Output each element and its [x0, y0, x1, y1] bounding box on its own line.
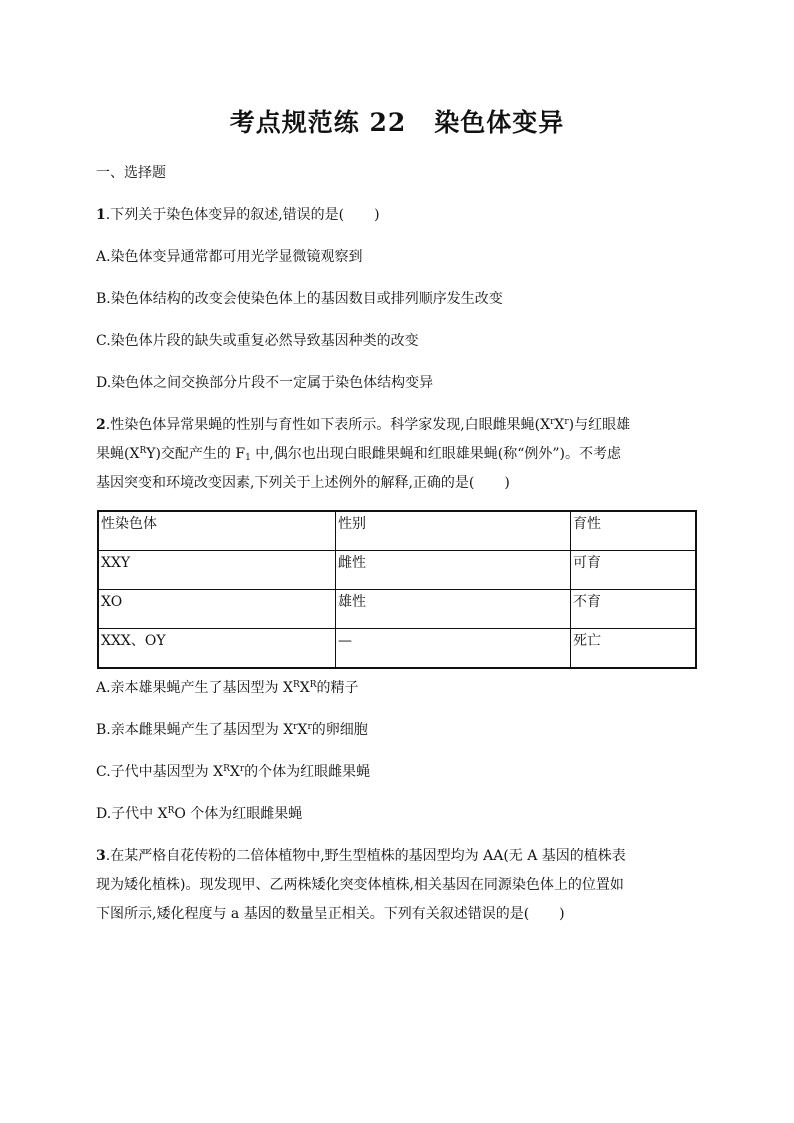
q2-opt-d-tail: O 个体为红眼雌果蝇	[174, 806, 303, 822]
q2-opt-c-sup2: r	[239, 764, 245, 774]
q2-l1-sup1: r	[550, 417, 555, 427]
q2-opt-a-tail: 的精子	[316, 680, 359, 696]
q2-opt-d-text: D.子代中 X	[96, 806, 168, 822]
q2-opt-b-x: X	[297, 722, 308, 738]
q2-opt-c-sup1: R	[223, 764, 230, 774]
q2-opt-b-text: B.亲本雌果蝇产生了基因型为 X	[96, 722, 294, 738]
table-cell: 雄性	[336, 590, 571, 629]
q1-paren-close: )	[374, 207, 380, 223]
q2-opt-d-sup1: R	[167, 806, 175, 816]
q2-l2-text-c: 中,偶尔也出现白眼雌果蝇和红眼雄果蝇(称“例外”)。不考虑	[250, 446, 621, 462]
table-header-cell: 育性	[571, 511, 697, 551]
q3-number: 3	[96, 848, 106, 864]
q3-l1-text: .在某严格自花传粉的二倍体植物中,野生型植株的基因型均为 AA(无 A 基因的植株表	[105, 848, 626, 864]
q1-option-b: B.染色体结构的改变会使染色体上的基因数目或排列顺序发生改变	[96, 291, 503, 307]
q1-stem	[96, 205, 380, 225]
table-cell: XO	[98, 590, 336, 629]
q2-l3-text-b: )	[504, 475, 510, 491]
table-header-cell: 性染色体	[98, 511, 336, 551]
q2-opt-a-x: X	[299, 680, 310, 696]
table-row	[98, 590, 696, 629]
q1-option-d: D.染色体之间交换部分片段不一定属于染色体结构变异	[96, 375, 434, 391]
q2-stem-line2	[96, 444, 621, 464]
table-cell: 不育	[571, 590, 697, 629]
q2-opt-c-x: X	[229, 764, 240, 780]
q2-l1-sup2: r	[564, 417, 569, 427]
title-topic: 染色体变异	[434, 108, 565, 137]
table-cell: 雌性	[336, 551, 571, 590]
q1-number: 1	[96, 207, 106, 223]
table-row	[98, 629, 696, 669]
q2-option-a	[96, 678, 359, 698]
q2-opt-a-sup1: R	[292, 680, 300, 690]
q2-opt-c-tail: 的个体为红眼雌果蝇	[244, 764, 371, 780]
table-cell: XXX、OY	[98, 629, 336, 669]
q2-number: 2	[96, 417, 106, 433]
q3-l3-text-a: 下图所示,矮化程度与 a 基因的数量呈正相关。下列有关叙述错误的是(	[96, 906, 530, 922]
q2-opt-b-sup2: r	[307, 722, 312, 732]
q2-opt-a-sup2: R	[309, 680, 317, 690]
sex-chromosome-table	[97, 510, 697, 669]
q2-l1-text-a: .性染色体异常果蝇的性别与育性如下表所示。科学家发现,白眼雌果蝇(X	[105, 417, 551, 433]
q2-option-b	[96, 720, 368, 740]
q3-stem-line2: 现为矮化植株)。现发现甲、乙两株矮化突变体植株,相关基因在同源染色体上的位置如	[96, 877, 624, 893]
q2-opt-c-text: C.子代中基因型为 X	[96, 764, 224, 780]
q2-l2-sub: 1	[245, 453, 251, 463]
q2-l3-text-a: 基因突变和环境改变因素,下列关于上述例外的解释,正确的是(	[96, 475, 475, 491]
q1-option-a: A.染色体变异通常都可用光学显微镜观察到	[96, 249, 363, 265]
q2-stem-line3	[96, 473, 510, 493]
title-main: 考点规范练 22	[229, 108, 407, 137]
q2-opt-a-text: A.亲本雄果蝇产生了基因型为 X	[96, 680, 293, 696]
q2-l2-text-a: 果蝇(X	[96, 446, 140, 462]
table-cell: 可育	[571, 551, 697, 590]
q2-l2-sup: R	[139, 446, 147, 456]
table-cell: 死亡	[571, 629, 697, 669]
q1-stem-text: .下列关于染色体变异的叙述,错误的是(	[105, 207, 345, 223]
table-cell: —	[336, 629, 571, 669]
table-header-cell: 性别	[336, 511, 571, 551]
q2-stem-line1	[96, 415, 630, 435]
q2-opt-b-sup1: r	[293, 722, 298, 732]
q2-opt-b-tail: 的卵细胞	[311, 722, 368, 738]
q3-l3-text-b: )	[559, 906, 565, 922]
table-header-row	[98, 511, 696, 551]
q1-option-c: C.染色体片段的缺失或重复必然导致基因种类的改变	[96, 333, 419, 349]
q2-l1-text-b: X	[554, 417, 565, 433]
q2-option-d	[96, 804, 302, 824]
q2-l1-text-c: )与红眼雄	[568, 417, 631, 433]
page-title	[0, 103, 794, 139]
q2-option-c	[96, 762, 370, 782]
q3-stem-line1	[96, 846, 626, 866]
q3-stem-line3	[96, 904, 565, 924]
q2-l2-text-b: Y)交配产生的 F	[146, 446, 246, 462]
table-row	[98, 551, 696, 590]
table-cell: XXY	[98, 551, 336, 590]
section-heading: 一、选择题	[96, 165, 166, 181]
